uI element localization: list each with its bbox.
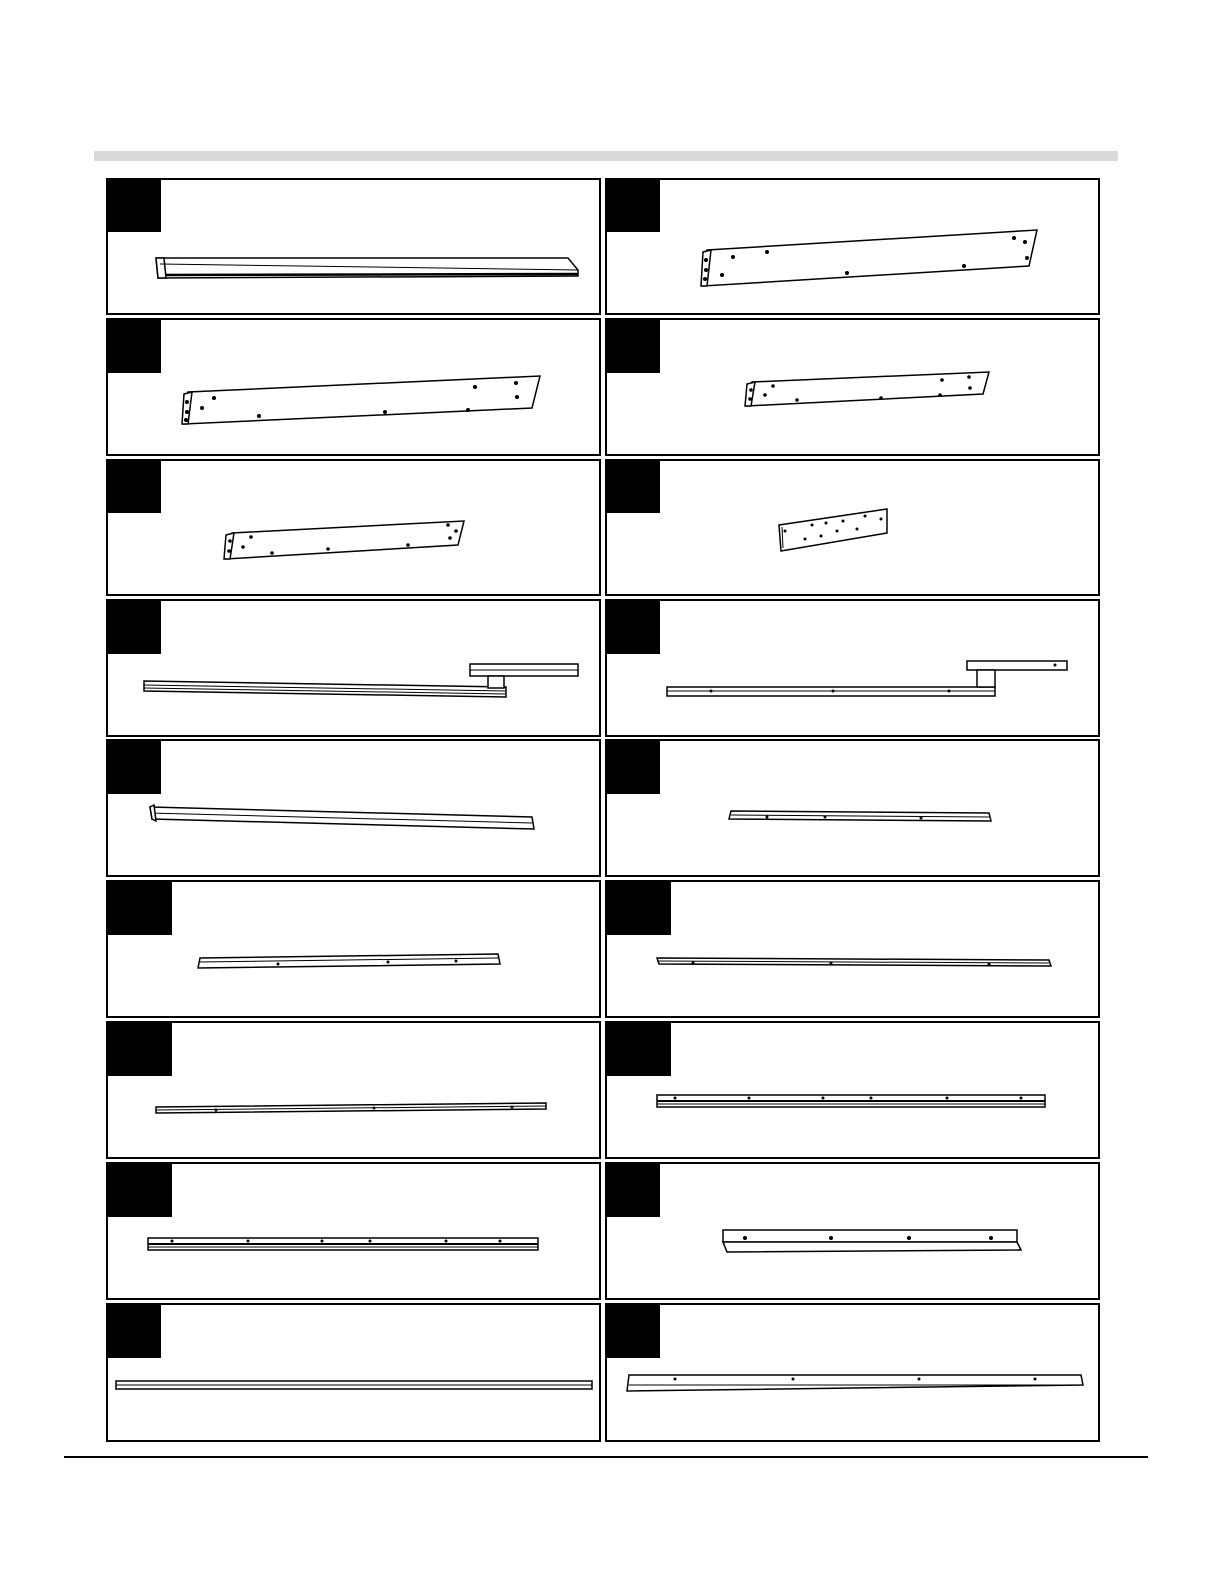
part-illustration [108, 320, 603, 458]
part-illustration [607, 882, 1102, 1020]
header-band [94, 151, 1118, 161]
part-cell-09 [106, 739, 601, 877]
part-cell-16 [605, 1162, 1100, 1300]
part-cell-10 [605, 739, 1100, 877]
part-illustration [108, 741, 603, 879]
part-illustration [607, 601, 1102, 739]
part-illustration [607, 1023, 1102, 1161]
part-cell-02 [605, 178, 1100, 315]
part-illustration [607, 741, 1102, 879]
part-illustration [607, 1305, 1102, 1444]
part-cell-13 [106, 1021, 601, 1159]
part-cell-14 [605, 1021, 1100, 1159]
part-illustration [108, 882, 603, 1020]
part-cell-06 [605, 459, 1100, 596]
part-cell-15 [106, 1162, 601, 1300]
part-cell-01 [106, 178, 601, 315]
part-cell-18 [605, 1303, 1100, 1442]
part-illustration [607, 180, 1102, 317]
part-illustration [607, 461, 1102, 598]
part-cell-05 [106, 459, 601, 596]
part-illustration [607, 320, 1102, 458]
part-illustration [108, 180, 603, 317]
footer-rule [64, 1456, 1148, 1458]
part-illustration [607, 1164, 1102, 1302]
part-illustration [108, 601, 603, 739]
part-cell-04 [605, 318, 1100, 456]
part-cell-08 [605, 599, 1100, 737]
part-cell-11 [106, 880, 601, 1018]
part-cell-17 [106, 1303, 601, 1442]
part-illustration [108, 1164, 603, 1302]
part-cell-07 [106, 599, 601, 737]
part-cell-03 [106, 318, 601, 456]
part-illustration [108, 1305, 603, 1444]
part-cell-12 [605, 880, 1100, 1018]
part-illustration [108, 461, 603, 598]
part-illustration [108, 1023, 603, 1161]
